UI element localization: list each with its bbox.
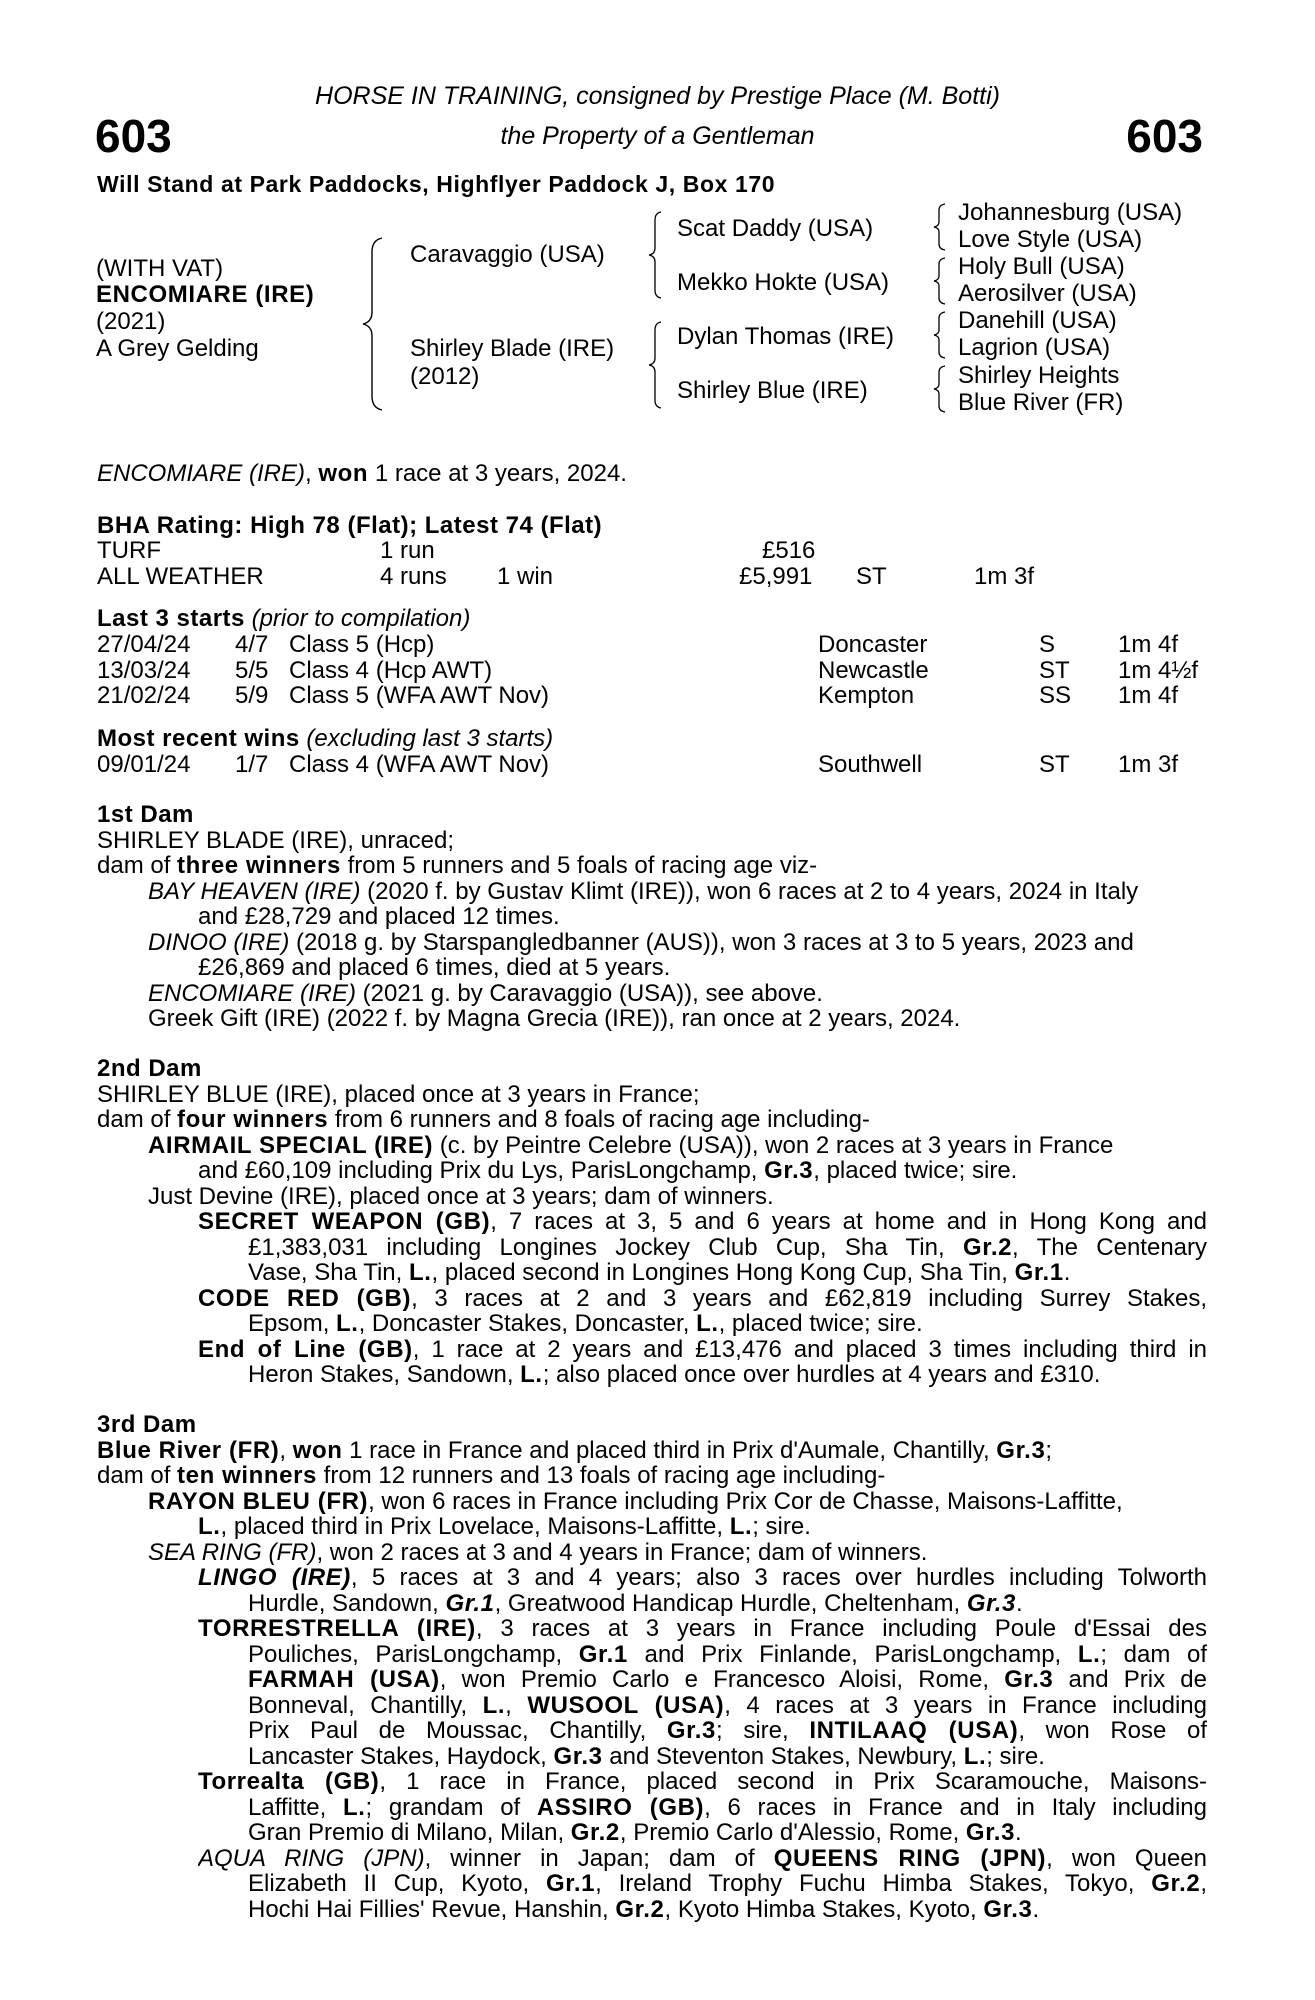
location-line: Will Stand at Park Paddocks, Highflyer Paddock J, Box 170 (97, 171, 776, 197)
run-race: Class 5 (Hcp) (289, 631, 435, 658)
run-date: 09/01/24 (97, 751, 191, 778)
run-course: Doncaster (818, 631, 928, 658)
consignment-line: HORSE IN TRAINING, consigned by Prestige Place (M. Botti) (315, 82, 1000, 110)
produce-entry: Greek Gift (IRE) (2022 f. by Magna Grecia (IRE)), ran once at 2 years, 2024. (148, 1005, 961, 1032)
produce-entry-cont: Laffitte, L.; grandam of ASSIRO (GB), 6 races in France and in Italy including (248, 1794, 1207, 1820)
pedigree-main-brace (360, 236, 390, 411)
run-dist: 1m 3f (1118, 751, 1179, 778)
rating-title: BHA Rating: High 78 (Flat); Latest 74 (Flat) (97, 512, 603, 539)
produce-entry: DINOO (IRE) (2018 g. by Starspangledbanner (AUS)), won 3 races at 3 to 5 years, 2023 and (148, 928, 1134, 956)
first-dam-line: SHIRLEY BLADE (IRE), unraced; (97, 826, 455, 854)
rating-prize: £516 (762, 537, 816, 564)
recent-title-text: Most recent wins (97, 725, 300, 752)
run-dist: 1m 4f (1118, 631, 1179, 658)
g4-2: Love Style (USA) (958, 226, 1143, 253)
first-dam-produce-line: dam of three winners from 5 runners and 5 foals of racing age viz- (97, 852, 818, 879)
second-dam-section (97, 1056, 1207, 1388)
summary-won: won (318, 460, 369, 487)
produce-entry: CODE RED (GB), 3 races at 2 and 3 years and £62,819 including Surrey Stakes, (198, 1285, 1207, 1311)
vat-label: (WITH VAT) (96, 255, 224, 282)
rating-wins: 1 win (497, 563, 554, 590)
produce-entry: AIRMAIL SPECIAL (IRE) (c. by Peintre Celebre (USA)), won 2 races at 3 years in France (148, 1131, 1114, 1159)
produce-entry: End of Line (GB), 1 race at 2 years and £13,476 and placed 3 times including third in (198, 1336, 1207, 1362)
rating-surface: TURF (97, 537, 161, 564)
summary-rest: 1 race at 3 years, 2024. (368, 460, 627, 487)
run-pos: 5/5 (235, 657, 269, 684)
produce-entry-cont: £26,869 and placed 6 times, died at 5 years. (198, 954, 671, 981)
produce-entry: LINGO (IRE), 5 races at 3 and 4 years; also 3 races over hurdles including Tolworth (198, 1565, 1207, 1591)
third-dam-line: Blue River (FR), won 1 race in France and placed third in Prix d'Aumale, Chantilly, Gr.3; (97, 1436, 1053, 1464)
dam-year: (2012) (410, 363, 480, 390)
g4-brace-2 (932, 256, 950, 306)
g4-5: Danehill (USA) (958, 307, 1117, 334)
produce-entry-cont: Heron Stakes, Sandown, L.; also placed once over hurdles at 4 years and £310. (248, 1361, 1101, 1388)
dam-sire: Dylan Thomas (IRE) (677, 323, 894, 350)
produce-entry-cont: Pouliches, ParisLongchamp, Gr.1 and Prix Finlande, ParisLongchamp, L.; dam of (248, 1641, 1207, 1667)
rating-runs: 1 run (380, 537, 435, 564)
produce-entry: ENCOMIARE (IRE) (2021 g. by Caravaggio (USA)), see above. (148, 979, 823, 1007)
g4-3: Holy Bull (USA) (958, 253, 1125, 280)
rating-code: ST (856, 563, 887, 590)
recent-note: (excluding last 3 starts) (306, 725, 554, 752)
run-date: 21/02/24 (97, 682, 191, 709)
property-line: the Property of a Gentleman (500, 122, 815, 150)
run-code: ST (1039, 751, 1070, 778)
produce-entry: RAYON BLEU (FR), won 6 races in France including Prix Cor de Chasse, Maisons-Laffitte, (148, 1487, 1123, 1515)
lot-number-left: 603 (95, 110, 172, 162)
produce-entry-cont: Lancaster Stakes, Haydock, Gr.3 and Steventon Stakes, Newbury, L.; sire. (248, 1742, 1045, 1770)
run-race: Class 5 (WFA AWT Nov) (289, 682, 550, 709)
run-dist: 1m 4f (1118, 682, 1179, 709)
first-dam-section (97, 802, 1207, 1032)
produce-entry-cont: Hochi Hai Fillies' Revue, Hanshin, Gr.2, Kyoto Himba Stakes, Kyoto, Gr.3. (248, 1895, 1040, 1923)
produce-entry-cont: Vase, Sha Tin, L., placed second in Longines Hong Kong Cup, Sha Tin, Gr.1. (248, 1259, 1071, 1286)
produce-entry-cont: Bonneval, Chantilly, L., WUSOOL (USA), 4 races at 3 years in France including (248, 1692, 1207, 1718)
last3-title (97, 606, 470, 632)
g4-8: Blue River (FR) (958, 389, 1124, 416)
second-dam-produce-line: dam of four winners from 6 runners and 8 foals of racing age including- (97, 1106, 870, 1133)
horse-year: (2021) (96, 308, 166, 335)
run-course: Newcastle (818, 657, 929, 684)
g4-brace-1 (932, 202, 950, 252)
run-code: SS (1039, 682, 1072, 709)
run-pos: 4/7 (235, 631, 269, 658)
run-code: S (1039, 631, 1056, 658)
run-date: 27/04/24 (97, 631, 191, 658)
produce-entry-cont: Epsom, L., Doncaster Stakes, Doncaster, L., placed twice; sire. (248, 1310, 923, 1337)
produce-entry: Torrealta (GB), 1 race in France, placed second in Prix Scaramouche, Maisons- (198, 1769, 1207, 1795)
second-dam-title: 2nd Dam (97, 1055, 202, 1082)
third-dam-produce-line: dam of ten winners from 12 runners and 13 foals of racing age including- (97, 1462, 886, 1489)
produce-entry: AQUA RING (JPN), winner in Japan; dam of QUEENS RING (JPN), won Queen (198, 1845, 1207, 1871)
g4-1: Johannesburg (USA) (958, 199, 1183, 226)
second-dam-line: SHIRLEY BLUE (IRE), placed once at 3 years in France; (97, 1080, 700, 1108)
run-pos: 5/9 (235, 682, 269, 709)
sire-brace (647, 210, 667, 300)
sire: Caravaggio (USA) (410, 241, 605, 268)
dam-dam: Shirley Blue (IRE) (677, 377, 868, 404)
produce-entry: BAY HEAVEN (IRE) (2020 f. by Gustav Klimt (IRE)), won 6 races at 2 to 4 years, 2024 in Italy (148, 877, 1139, 905)
recent-title (97, 726, 553, 752)
produce-entry-cont: L., placed third in Prix Lovelace, Maisons-Laffitte, L.; sire. (198, 1513, 811, 1540)
run-dist: 1m 4½f (1118, 657, 1199, 684)
third-dam-section (97, 1412, 1207, 1922)
run-pos: 1/7 (235, 751, 269, 778)
rating-surface: ALL WEATHER (97, 563, 264, 590)
rating-prize: £5,991 (739, 563, 813, 590)
lot-number-right: 603 (1126, 110, 1203, 162)
g4-brace-4 (932, 364, 950, 414)
run-course: Southwell (818, 751, 923, 778)
summary-horse-name: ENCOMIARE (IRE) (97, 460, 306, 487)
first-dam-title: 1st Dam (97, 801, 194, 828)
horse-description: A Grey Gelding (96, 335, 259, 362)
produce-entry-cont: Gran Premio di Milano, Milan, Gr.2, Premio Carlo d'Alessio, Rome, Gr.3. (248, 1819, 1022, 1846)
produce-entry: SECRET WEAPON (GB), 7 races at 3, 5 and 6 years at home and in Hong Kong and (198, 1209, 1207, 1235)
produce-entry: TORRESTRELLA (IRE), 3 races at 3 years in France including Poule d'Essai des (198, 1616, 1207, 1642)
last3-note: (prior to compilation) (251, 605, 471, 632)
rating-dist: 1m 3f (974, 563, 1035, 590)
produce-entry-cont: and £28,729 and placed 12 times. (198, 903, 560, 930)
produce-entry-cont: £1,383,031 including Longines Jockey Club Cup, Sha Tin, Gr.2, The Centenary (248, 1234, 1207, 1260)
produce-entry-cont: Prix Paul de Moussac, Chantilly, Gr.3; sire, INTILAAQ (USA), won Rose of (248, 1718, 1207, 1744)
produce-entry-cont: and £60,109 including Prix du Lys, ParisLongchamp, Gr.3, placed twice; sire. (198, 1157, 1018, 1184)
last3-title-text: Last 3 starts (97, 605, 245, 632)
produce-entry: SEA RING (FR), won 2 races at 3 and 4 years in France; dam of winners. (148, 1538, 928, 1566)
third-dam-title: 3rd Dam (97, 1411, 197, 1438)
run-date: 13/03/24 (97, 657, 191, 684)
g4-7: Shirley Heights (958, 362, 1120, 389)
run-code: ST (1039, 657, 1070, 684)
sire-dam: Mekko Hokte (USA) (677, 269, 890, 296)
run-race: Class 4 (WFA AWT Nov) (289, 751, 550, 778)
produce-entry: Just Devine (IRE), placed once at 3 years; dam of winners. (148, 1182, 774, 1210)
run-course: Kempton (818, 682, 915, 709)
rating-runs: 4 runs (380, 563, 447, 590)
horse-name: ENCOMIARE (IRE) (96, 281, 315, 308)
sire-sire: Scat Daddy (USA) (677, 215, 874, 242)
g4-brace-3 (932, 310, 950, 360)
produce-entry-cont: Hurdle, Sandown, Gr.1, Greatwood Handicap Hurdle, Cheltenham, Gr.3. (248, 1589, 1023, 1617)
produce-entry-cont: Elizabeth II Cup, Kyoto, Gr.1, Ireland Trophy Fuchu Himba Stakes, Tokyo, Gr.2, (248, 1871, 1207, 1897)
g4-6: Lagrion (USA) (958, 334, 1111, 361)
g4-4: Aerosilver (USA) (958, 280, 1137, 307)
produce-entry-cont: FARMAH (USA), won Premio Carlo e Francesco Aloisi, Rome, Gr.3 and Prix de (248, 1667, 1207, 1693)
race-summary: ENCOMIARE (IRE), won 1 race at 3 years, 2024. (97, 460, 627, 487)
dam: Shirley Blade (IRE) (410, 335, 615, 362)
run-race: Class 4 (Hcp AWT) (289, 657, 493, 684)
dam-brace (647, 320, 667, 410)
